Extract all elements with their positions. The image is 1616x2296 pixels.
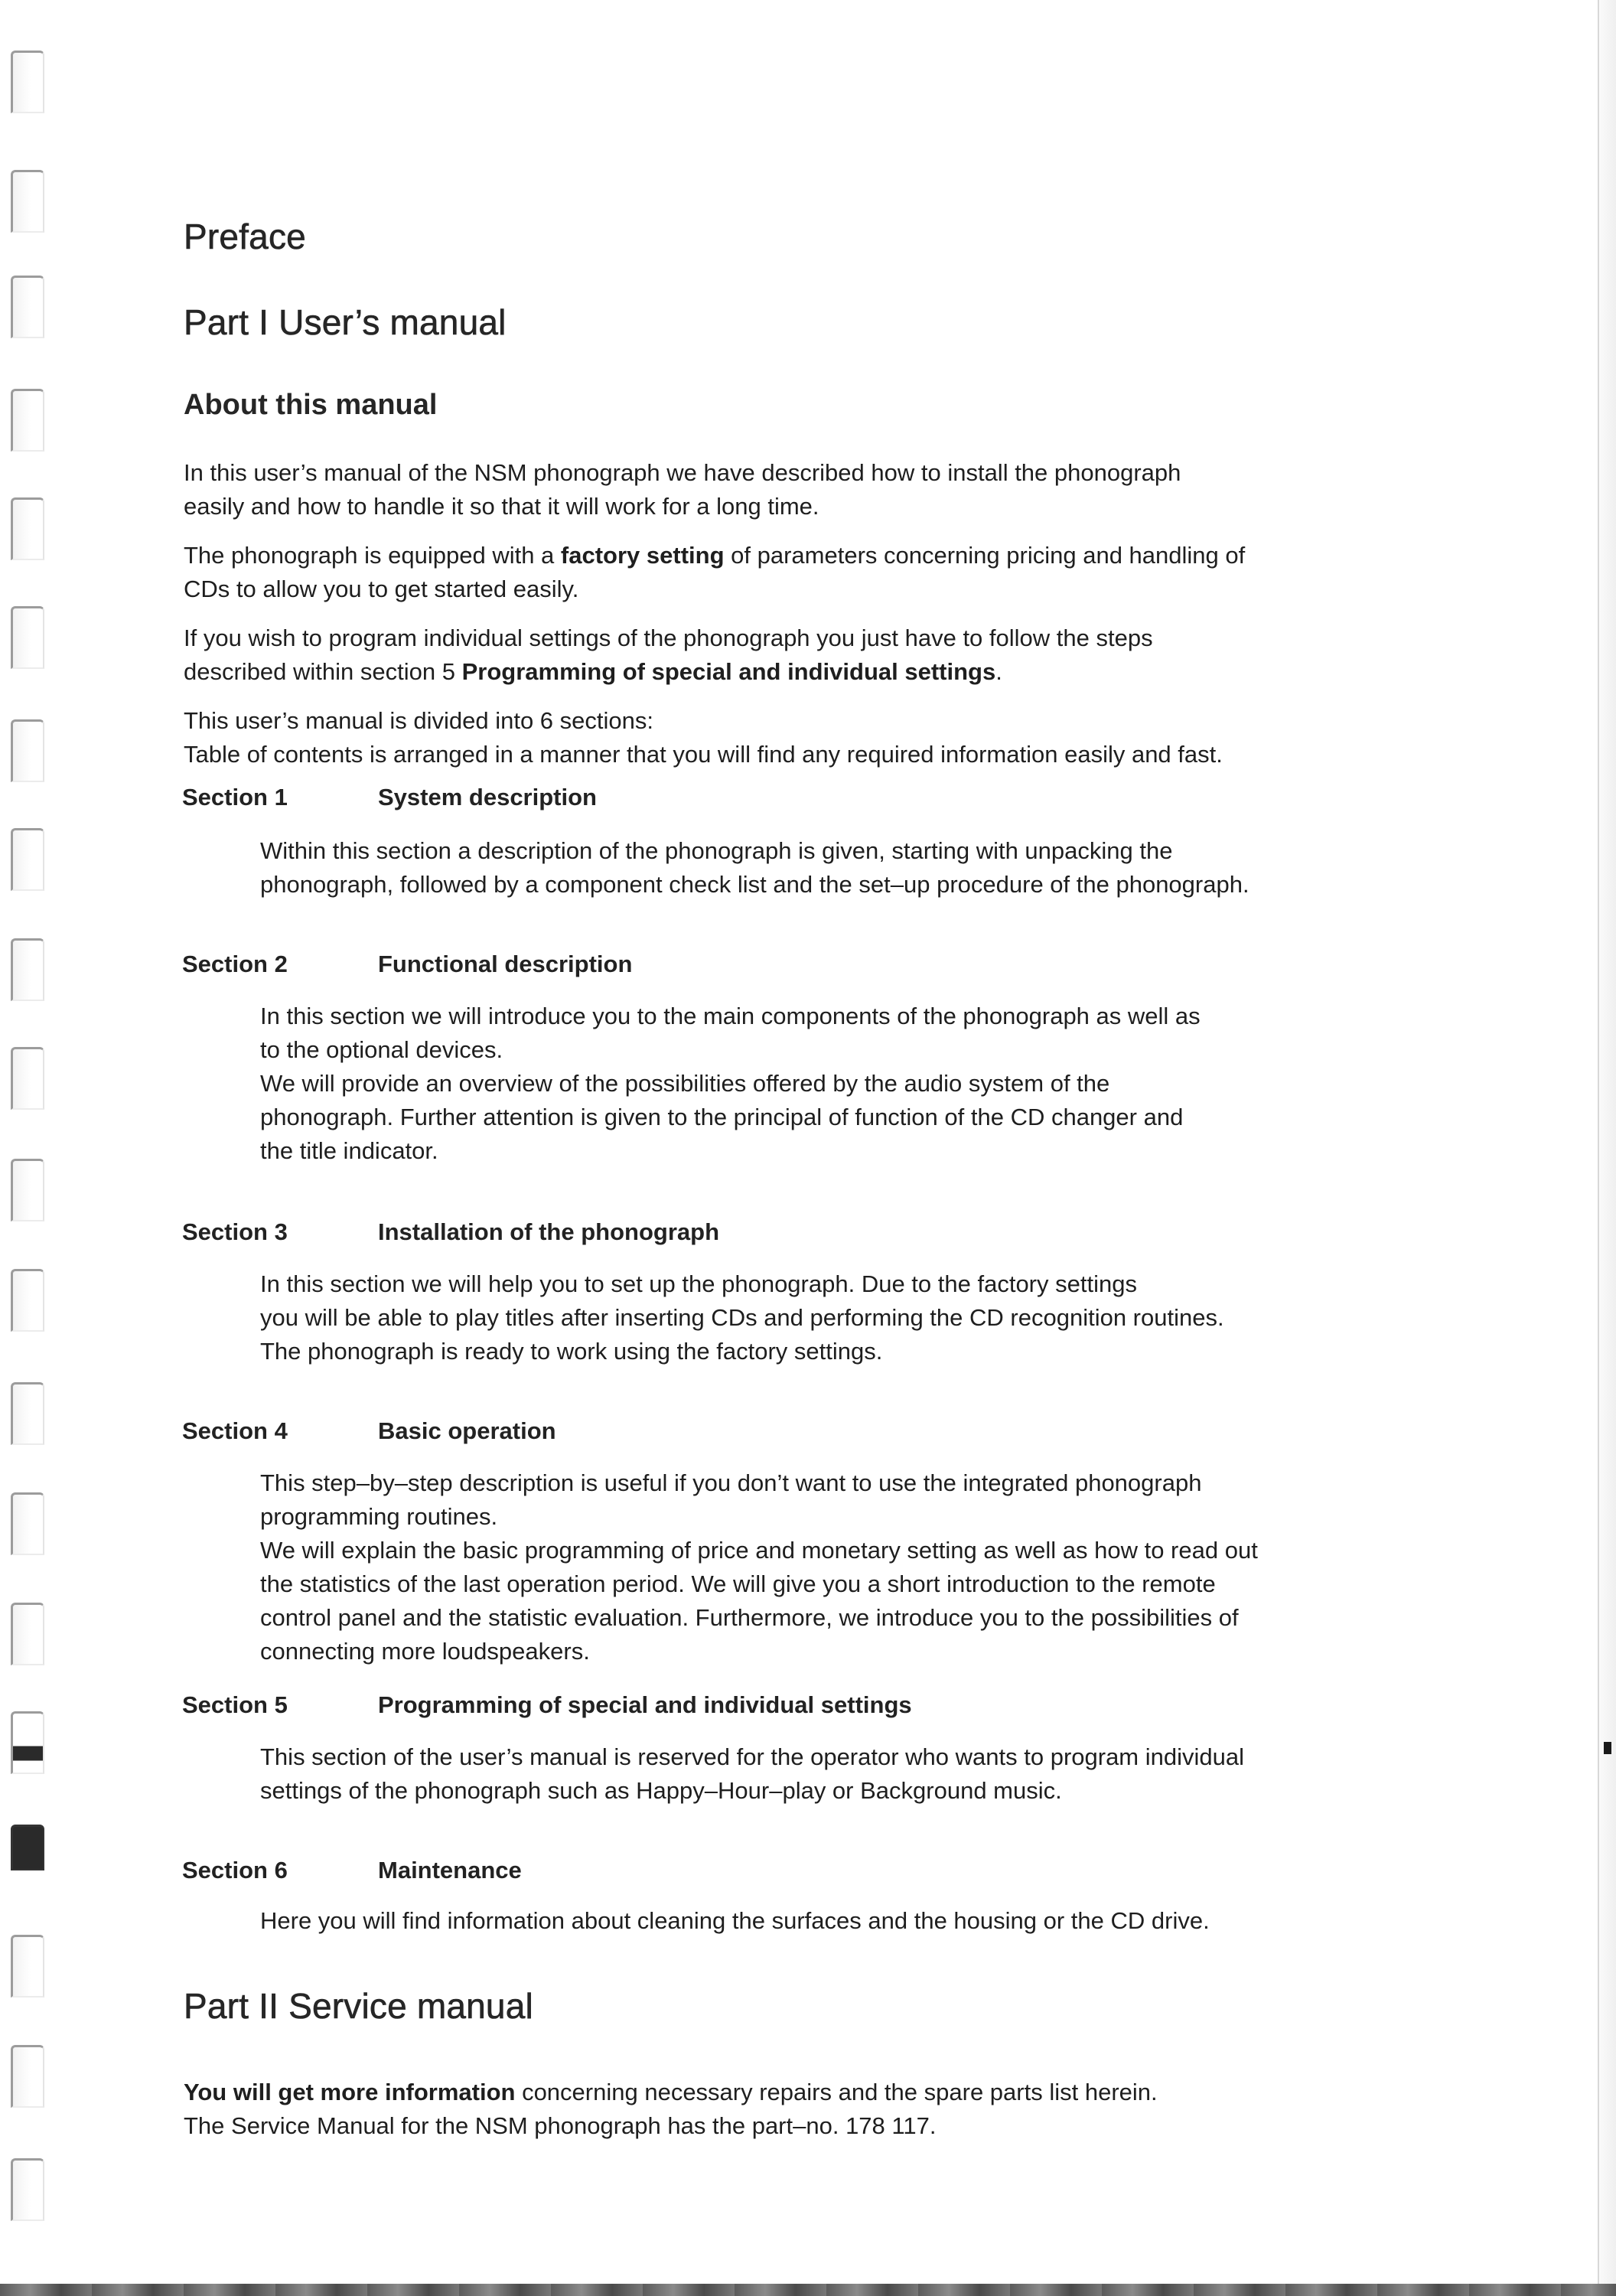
- factory-setting-emphasis: factory setting: [560, 542, 725, 569]
- section-number: Section 6: [182, 1857, 288, 1883]
- section-line: We will explain the basic programming of price and monetary setting as well as how to read out: [260, 1537, 1258, 1564]
- divided-line: This user’s manual is divided into 6 sections:: [184, 707, 653, 734]
- section-number: Section 3: [182, 1218, 288, 1245]
- section-description: [260, 1267, 1454, 1368]
- binder-hole: [11, 1711, 44, 1774]
- section-description: [260, 834, 1454, 902]
- individual-text: described within section 5: [184, 658, 462, 685]
- factory-line: CDs to allow you to get started easily.: [184, 576, 579, 602]
- section-line: the statistics of the last operation period. We will give you a short introduction to the remote: [260, 1570, 1216, 1597]
- section-line: connecting more loudspeakers.: [260, 1638, 590, 1665]
- section-line: Here you will find information about cleaning the surfaces and the housing or the CD drive.: [260, 1907, 1210, 1934]
- binder-hole: [11, 1492, 44, 1555]
- factory-line: [184, 539, 1438, 572]
- individual-line: [184, 655, 1438, 689]
- service-text: concerning necessary repairs and the spare parts list herein.: [515, 2079, 1158, 2105]
- binder-hole: [11, 2045, 44, 2108]
- section-heading: [182, 1417, 556, 1445]
- page-edge-right: [1598, 0, 1616, 2296]
- preface-title: Preface: [184, 217, 306, 256]
- section-number: Section 4: [182, 1417, 288, 1444]
- binder-hole: [11, 1935, 44, 1998]
- section-number: Section 5: [182, 1691, 288, 1718]
- factory-paragraph: [184, 539, 1438, 606]
- section-heading: [182, 1218, 719, 1246]
- binder-hole: [11, 276, 44, 338]
- binder-hole: [11, 1825, 44, 1870]
- intro-line: easily and how to handle it so that it will work for a long time.: [184, 493, 819, 520]
- binder-hole: [11, 51, 44, 113]
- section-line: you will be able to play titles after inserting CDs and performing the CD recognition routines.: [260, 1304, 1224, 1331]
- binder-hole: [11, 1382, 44, 1445]
- part2-title: Part II Service manual: [184, 1986, 533, 2026]
- section-line: The phonograph is ready to work using the factory settings.: [260, 1338, 883, 1365]
- section-description: [260, 1904, 1454, 1938]
- section-title: Functional description: [378, 951, 633, 977]
- binder-hole: [11, 2158, 44, 2221]
- section-heading: [182, 951, 632, 978]
- intro-paragraph: [184, 456, 1438, 523]
- service-line: [184, 2076, 1438, 2109]
- page-edge-bottom: [0, 2284, 1616, 2296]
- binder-hole: [11, 938, 44, 1001]
- section-line: Within this section a description of the phonograph is given, starting with unpacking the: [260, 837, 1173, 864]
- section-number: Section 2: [182, 951, 288, 977]
- section-line: In this section we will introduce you to the main components of the phonograph as well as: [260, 1003, 1201, 1029]
- section-description: [260, 1466, 1454, 1668]
- section-heading: [182, 1857, 522, 1884]
- section-line: We will provide an overview of the possibilities offered by the audio system of the: [260, 1070, 1110, 1097]
- binder-hole: [11, 1603, 44, 1665]
- section-title: Maintenance: [378, 1857, 522, 1883]
- binder-hole: [11, 389, 44, 452]
- binder-hole: [11, 1269, 44, 1332]
- section-description: [260, 1740, 1454, 1808]
- section-line: This section of the user’s manual is reserved for the operator who wants to program individual: [260, 1743, 1245, 1770]
- binder-hole: [11, 497, 44, 560]
- binder-hole: [11, 828, 44, 891]
- section-title: Basic operation: [378, 1417, 556, 1444]
- section-line: programming routines.: [260, 1503, 498, 1530]
- divided-paragraph: [184, 704, 1438, 771]
- section5-reference: Programming of special and individual settings: [461, 658, 996, 685]
- binder-hole: [11, 1159, 44, 1221]
- section-line: control panel and the statistic evaluation. Furthermore, we introduce you to the possibilities of: [260, 1604, 1239, 1631]
- intro-line: In this user’s manual of the NSM phonograph we have described how to install the phonograph: [184, 459, 1181, 486]
- section-heading: [182, 784, 597, 811]
- part1-title: Part I User’s manual: [184, 302, 507, 342]
- section-line: settings of the phonograph such as Happy–Hour–play or Background music.: [260, 1777, 1062, 1804]
- section-description: [260, 1000, 1454, 1168]
- section-line: phonograph. Further attention is given to the principal of function of the CD changer and: [260, 1104, 1184, 1130]
- service-line: The Service Manual for the NSM phonograph has the part–no. 178 117.: [184, 2112, 937, 2139]
- individual-line: If you wish to program individual settings of the phonograph you just have to follow the steps: [184, 625, 1153, 651]
- scan-mark: [1604, 1742, 1611, 1754]
- individual-text: .: [995, 658, 1002, 685]
- factory-text: The phonograph is equipped with a: [184, 542, 561, 569]
- binder-hole: [11, 1047, 44, 1110]
- binder-hole: [11, 719, 44, 782]
- service-paragraph: [184, 2076, 1438, 2143]
- section-line: This step–by–step description is useful if you don’t want to use the integrated phonograph: [260, 1469, 1202, 1496]
- section-title: Installation of the phonograph: [378, 1218, 720, 1245]
- section-line: the title indicator.: [260, 1137, 438, 1164]
- section-line: In this section we will help you to set up the phonograph. Due to the factory settings: [260, 1270, 1137, 1297]
- binder-hole: [11, 170, 44, 233]
- more-info-emphasis: You will get more information: [184, 2079, 516, 2105]
- section-number: Section 1: [182, 784, 288, 810]
- divided-line: Table of contents is arranged in a manner that you will find any required information easily and fast.: [184, 741, 1223, 768]
- section-line: to the optional devices.: [260, 1036, 503, 1063]
- section-title: System description: [378, 784, 597, 810]
- section-heading: [182, 1691, 912, 1719]
- section-title: Programming of special and individual settings: [378, 1691, 912, 1718]
- binder-hole: [11, 606, 44, 669]
- individual-paragraph: [184, 621, 1438, 689]
- section-line: phonograph, followed by a component check list and the set–up procedure of the phonograph.: [260, 871, 1249, 898]
- about-heading: About this manual: [184, 389, 438, 421]
- factory-text: of parameters concerning pricing and handling of: [724, 542, 1246, 569]
